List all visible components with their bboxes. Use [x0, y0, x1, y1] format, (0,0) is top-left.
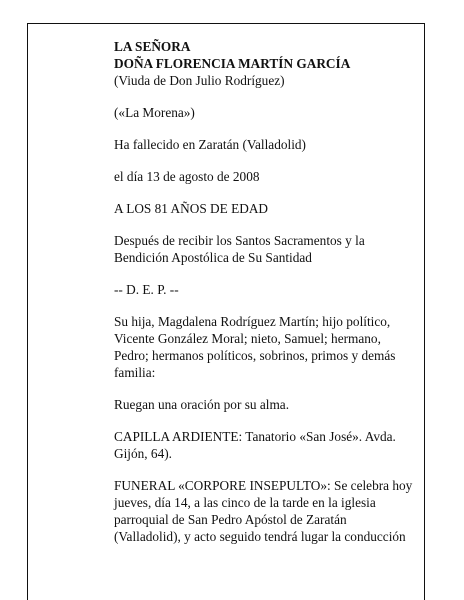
family-line-1: Su hija, Magdalena Rodríguez Martín; hijo político,	[114, 314, 391, 329]
funeral-line-1: FUNERAL «CORPORE INSEPULTO»: Se celebra hoy	[114, 478, 413, 493]
sacraments-line-2: Bendición Apostólica de Su Santidad	[114, 250, 312, 265]
funeral-line-4: (Valladolid), y acto seguido tendrá lugar la conducción	[114, 529, 406, 544]
funeral-line-3: parroquial de San Pedro Apóstol de Zaratán	[114, 512, 347, 527]
prayer-line: Ruegan una oración por su alma.	[114, 397, 290, 412]
deceased-name: DOÑA FLORENCIA MARTÍN GARCÍA	[114, 56, 351, 71]
age-line: A LOS 81 AÑOS DE EDAD	[114, 201, 269, 216]
chapel-line-1: CAPILLA ARDIENTE: Tanatorio «San José». Avda.	[114, 429, 396, 444]
funeral-line-2: jueves, día 14, a las cinco de la tarde en la iglesia	[114, 495, 376, 510]
family-line-4: familia:	[114, 365, 156, 380]
family-line-3: Pedro; hermanos políticos, sobrinos, primos y demás	[114, 348, 396, 363]
widow-of-line: (Viuda de Don Julio Rodríguez)	[114, 73, 285, 88]
rip-line: -- D. E. P. --	[114, 282, 179, 297]
obituary-notice	[114, 38, 414, 545]
sacraments-line-1: Después de recibir los Santos Sacramentos y la	[114, 233, 365, 248]
date-line: el día 13 de agosto de 2008	[114, 169, 260, 184]
died-in-line: Ha fallecido en Zaratán (Valladolid)	[114, 137, 306, 152]
title-line-1: LA SEÑORA	[114, 39, 191, 54]
family-line-2: Vicente González Moral; nieto, Samuel; hermano,	[114, 331, 381, 346]
nickname-line: («La Morena»)	[114, 105, 195, 120]
chapel-line-2: Gijón, 64).	[114, 446, 172, 461]
